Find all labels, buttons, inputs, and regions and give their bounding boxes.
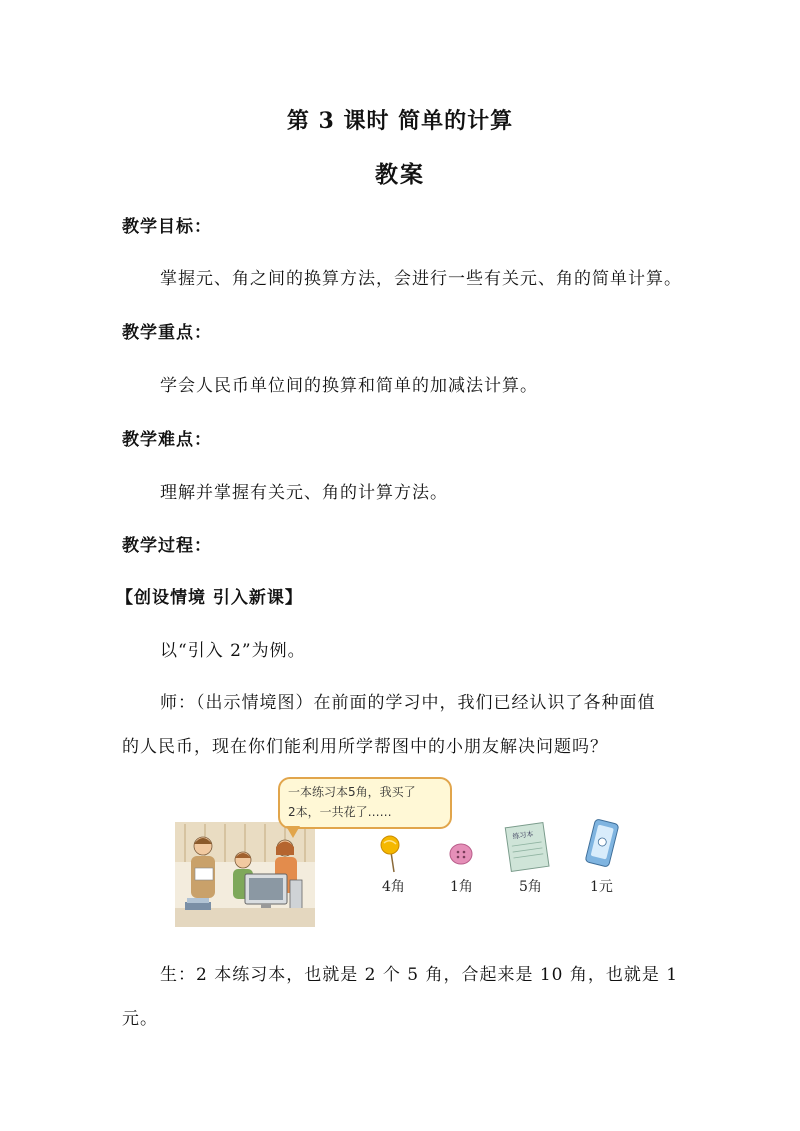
eraser-icon bbox=[449, 843, 473, 865]
goal-heading: 教学目标： bbox=[122, 217, 212, 237]
process-heading: 教学过程： bbox=[122, 536, 212, 556]
student-line-1: 生：2 本练习本，也就是 2 个 5 角，合起来是 10 角，也就是 1 bbox=[160, 965, 679, 985]
example-text: 以“引入 2”为例。 bbox=[160, 641, 306, 661]
price-label: 5角 bbox=[519, 879, 542, 895]
price-label: 4角 bbox=[382, 879, 405, 895]
lollipop-icon bbox=[378, 834, 404, 874]
speech-bubble-tail bbox=[286, 826, 300, 838]
page-title: 第 3 课时 简单的计算 bbox=[286, 108, 514, 134]
goal-text: 掌握元、角之间的换算方法，会进行一些有关元、角的简单计算。 bbox=[160, 269, 682, 289]
pencil-sharpener-icon bbox=[584, 818, 620, 868]
difficulty-heading: 教学难点： bbox=[122, 430, 212, 450]
teacher-line-1: 师：（出示情境图）在前面的学习中，我们已经认识了各种面值 bbox=[160, 693, 656, 713]
teacher-line-2: 的人民币，现在你们能利用所学帮图中的小朋友解决问题吗？ bbox=[122, 737, 608, 757]
page-subtitle: 教案 bbox=[375, 161, 425, 188]
key-text: 学会人民币单位间的换算和简单的加减法计算。 bbox=[160, 376, 538, 396]
notebook-label: 练习本 bbox=[512, 830, 534, 841]
speech-bubble bbox=[278, 777, 452, 829]
difficulty-text: 理解并掌握有关元、角的计算方法。 bbox=[160, 483, 448, 503]
student-line-2: 元。 bbox=[122, 1009, 158, 1029]
notebook-icon bbox=[502, 820, 552, 872]
bubble-line-1: 一本练习本5角，我买了 bbox=[288, 785, 416, 799]
key-heading: 教学重点： bbox=[122, 323, 212, 343]
price-label: 1元 bbox=[590, 879, 613, 895]
intro-heading: 【创设情境 引入新课】 bbox=[116, 588, 303, 608]
bubble-line-2: 2本，一共花了…… bbox=[288, 805, 392, 819]
price-label: 1角 bbox=[450, 879, 473, 895]
